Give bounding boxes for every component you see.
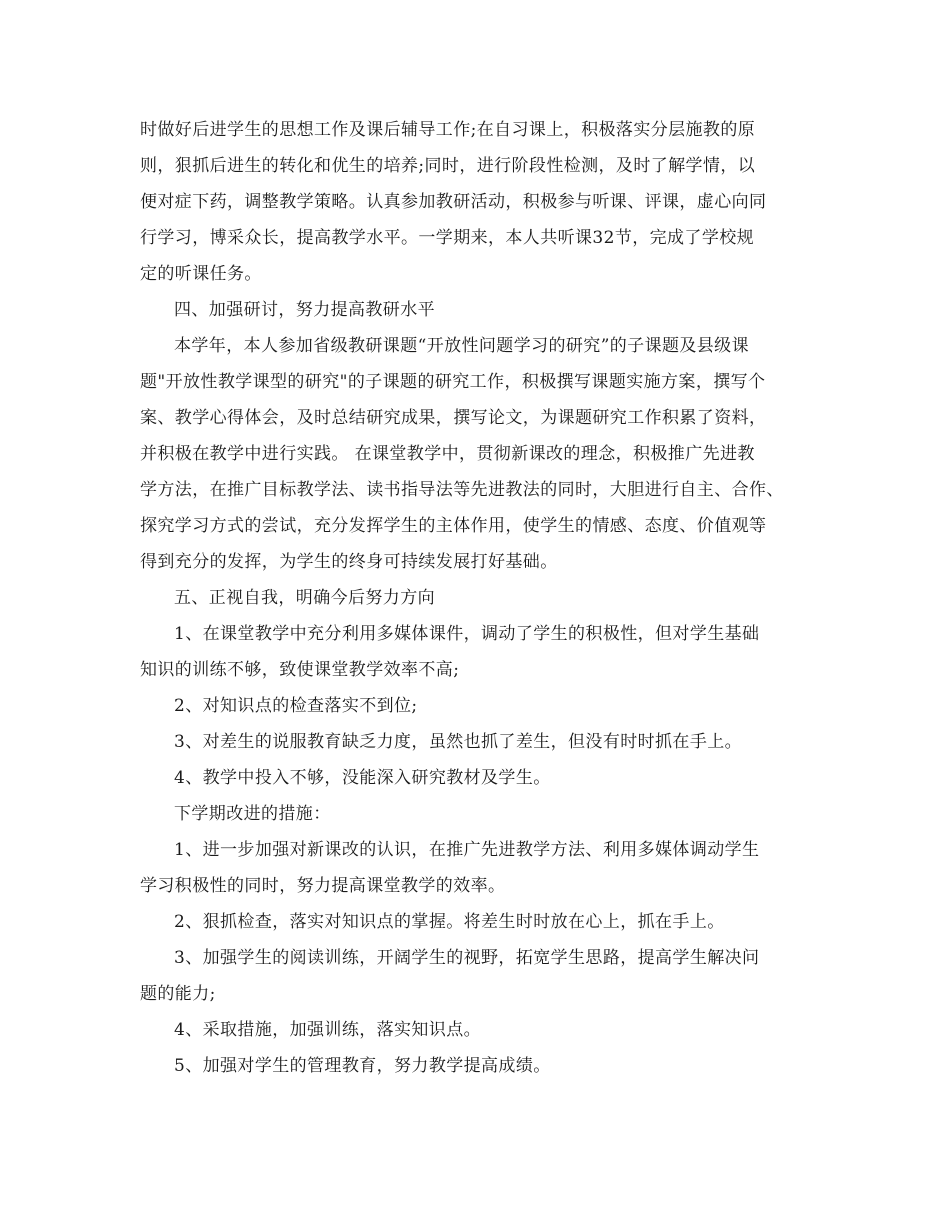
text-line: 下学期改进的措施：	[174, 804, 331, 824]
text-line: 知识的训练不够，致使课堂教学效率不高;	[140, 660, 460, 680]
text-line: 定的听课任务。	[140, 264, 262, 284]
text-line: 行学习，博采众长，提高教学水平。一学期来，本人共听课32节，完成了学校规	[140, 228, 755, 248]
text-line: 题的能力;	[140, 984, 216, 1004]
text-line: 4、教学中投入不够，没能深入研究教材及学生。	[174, 768, 551, 788]
text-line: 时做好后进学生的思想工作及课后辅导工作;在自习课上，积极落实分层施教的原	[140, 120, 756, 140]
text-line: 五、正视自我，明确今后努力方向	[174, 588, 435, 608]
text-line: 案、教学心得体会，及时总结研究成果，撰写论文，为课题研究工作积累了资料，	[140, 408, 767, 428]
text-line: 便对症下药，调整教学策略。认真参加教研活动，积极参与听课、评课，虚心向同	[140, 192, 767, 212]
text-line: 则，狠抓后进生的转化和优生的培养;同时，进行阶段性检测，及时了解学情，以	[140, 156, 756, 176]
text-line: 4、采取措施，加强训练，落实知识点。	[174, 1020, 482, 1040]
text-line: 四、加强研讨，努力提高教研水平	[174, 300, 435, 320]
text-line: 1、在课堂教学中充分利用多媒体课件，调动了学生的积极性，但对学生基础	[174, 624, 760, 644]
text-line: 学习积极性的同时，努力提高课堂教学的效率。	[140, 876, 506, 896]
text-line: 2、狠抓检查，落实对知识点的掌握。将差生时时放在心上，抓在手上。	[174, 912, 725, 932]
text-line: 1、进一步加强对新课改的认识，在推广先进教学方法、利用多媒体调动学生	[174, 840, 760, 860]
text-line: 本学年，本人参加省级教研课题“开放性问题学习的研究”的子课题及县级课	[174, 336, 749, 356]
text-line: 5、加强对学生的管理教育，努力教学提高成绩。	[174, 1056, 551, 1076]
text-line: 3、对差生的说服教育缺乏力度，虽然也抓了差生，但没有时时抓在手上。	[174, 732, 743, 752]
text-line: 2、对知识点的检查落实不到位;	[174, 696, 418, 716]
text-line: 得到充分的发挥，为学生的终身可持续发展打好基础。	[140, 552, 558, 572]
text-line: 学方法，在推广目标教学法、读书指导法等先进教法的同时，大胆进行自主、合作、	[140, 480, 784, 500]
document-body	[140, 112, 840, 1084]
text-line: 3、加强学生的阅读训练，开阔学生的视野，拓宽学生思路，提高学生解决问	[174, 948, 760, 968]
text-line: 题"开放性教学课型的研究"的子课题的研究工作，积极撰写课题实施方案，撰写个	[140, 372, 766, 392]
text-line: 并积极在教学中进行实践。 在课堂教学中，贯彻新课改的理念，积极推广先进教	[140, 444, 755, 464]
text-line: 探究学习方式的尝试，充分发挥学生的主体作用，使学生的情感、态度、价值观等	[140, 516, 767, 536]
